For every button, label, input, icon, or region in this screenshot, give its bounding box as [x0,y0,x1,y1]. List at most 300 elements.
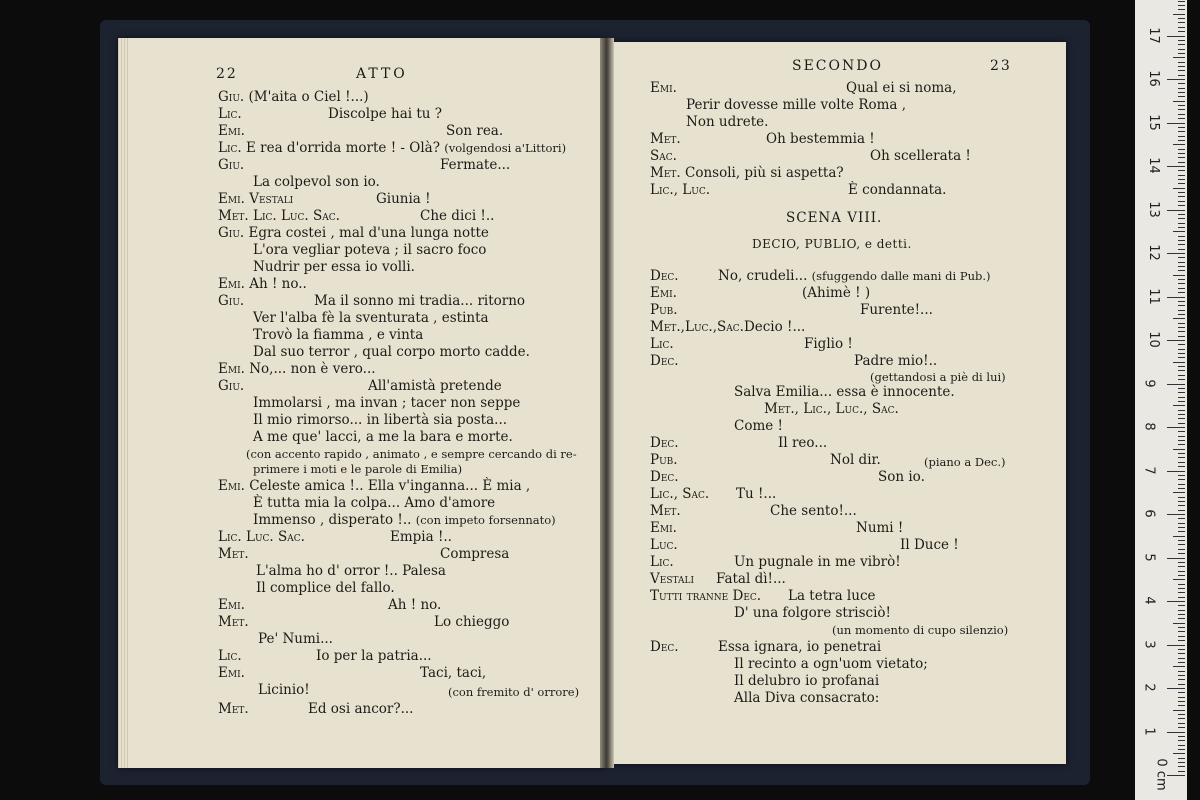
ruler-tick [1178,484,1185,485]
ruler-tick [1178,766,1185,767]
running-head: SECONDO [792,58,883,74]
ruler-tick [1178,136,1185,137]
ruler-tick [1178,53,1185,54]
ruler-tick [1178,653,1185,654]
ruler-tick [1178,705,1185,706]
text-line: Furente!... [860,302,933,318]
stage-direction: (piano a Dec.) [924,455,1006,469]
text-line: Fatal dì!... [716,571,786,587]
ruler-tick [1178,88,1185,89]
ruler-tick [1178,66,1185,67]
text-line: Giu. [218,378,245,394]
ruler-tick [1178,566,1185,567]
ruler-tick [1178,431,1185,432]
text-line: Met.,Luc.,Sac.Decio !... [650,319,806,335]
text-line: Lic. E rea d'orrida morte ! - Olà? (volgendosi a'Littori) [218,140,567,156]
ruler-tick [1178,418,1185,419]
text-line: Met. [218,546,249,562]
ruler-tick [1178,414,1185,415]
ruler-tick [1178,462,1185,463]
ruler-tick [1173,231,1185,232]
text-line: Il complice del fallo. [256,580,395,596]
ruler-tick [1178,292,1185,293]
text-line: È tutta mia la colpa... Amo d'amore [253,495,496,511]
ruler-tick [1178,262,1185,263]
text-line: Emi. No,... non è vero... [218,361,376,377]
text-line: Perir dovesse mille volte Roma , [686,97,907,113]
ruler-tick [1178,771,1185,772]
text-line: Padre mio!.. [854,353,938,369]
ruler-tick [1178,736,1185,737]
text-line: Emi. [650,285,677,301]
text-line: Come ! [734,418,783,434]
ruler-tick [1178,201,1185,202]
text-line: Il recinto a ogn'uom vietato; [734,656,928,672]
text-line: Emi. [650,80,677,96]
ruler-tick [1178,592,1185,593]
ruler-tick [1178,314,1185,315]
ruler-tick [1167,601,1185,602]
text-line: Tu !... [736,486,777,502]
ruler-tick [1178,588,1185,589]
ruler-tick [1178,205,1185,206]
ruler-tick [1167,471,1185,472]
ruler-label: 11 [1145,287,1161,305]
text-line: Giu. (M'aita o Ciel !...) [218,89,369,105]
ruler-tick [1178,170,1185,171]
ruler-tick [1178,401,1185,402]
text-line: Dal suo terror , qual corpo morto cadde. [253,344,530,360]
text-line: Figlio ! [804,336,853,352]
ruler-tick [1178,140,1185,141]
ruler-tick [1178,727,1185,728]
ruler-label: 0 cm [1153,758,1169,791]
ruler-tick [1178,118,1185,119]
ruler-tick [1178,410,1185,411]
page-edges [118,38,130,768]
ruler-tick [1178,584,1185,585]
ruler-tick [1178,44,1185,45]
text-line: Ah ! no. [388,597,442,613]
ruler-tick [1178,562,1185,563]
ruler-label: 1 [1141,726,1157,736]
ruler-tick [1178,618,1185,619]
text-line: Emi. [650,520,677,536]
ruler-tick [1178,745,1185,746]
ruler-tick [1178,196,1185,197]
text-line: Giu. [218,157,245,173]
ruler-tick [1178,183,1185,184]
ruler-tick [1167,645,1185,646]
text-line: Met. Lic. Luc. Sac. [218,208,340,224]
ruler-tick [1178,1,1185,2]
ruler-tick [1178,227,1185,228]
text-line: Tutti tranne Dec. [650,588,762,604]
ruler-tick [1178,749,1185,750]
text-line: Oh bestemmia ! [766,131,875,147]
text-line: Giunia ! [376,191,431,207]
ruler-label: 6 [1141,509,1157,518]
ruler-tick [1178,544,1185,545]
ruler-tick [1173,579,1185,580]
ruler-tick [1178,640,1185,641]
text-line: Un pugnale in me vibrò! [734,554,901,570]
ruler-tick [1178,349,1185,350]
ruler-tick [1178,283,1185,284]
ruler-tick [1167,732,1185,733]
text-line: Empia !.. [390,529,452,545]
ruler-tick [1178,9,1185,10]
ruler-tick [1178,436,1185,437]
text-line: Lic. [218,106,242,122]
text-line: Che dici !.. [420,208,495,224]
ruler-tick [1178,353,1185,354]
ruler-tick [1178,366,1185,367]
ruler-tick [1178,523,1185,524]
ruler-tick [1173,275,1185,276]
ruler-tick [1167,775,1185,776]
ruler-tick [1167,340,1185,341]
text-line: Nudrir per essa io volli. [253,259,415,275]
text-line: Lo chieggo [434,614,510,630]
ruler-tick [1178,18,1185,19]
ruler-tick [1178,479,1185,480]
ruler-tick [1178,305,1185,306]
text-line: Io per la patria... [316,648,432,664]
ruler-tick [1178,131,1185,132]
ruler-tick [1167,688,1185,689]
text-line: Ma il sonno mi tradia... ritorno [314,293,526,309]
ruler-tick [1178,718,1185,719]
text-line: Sac. [650,148,677,164]
text-line: Il mio rimorso... in libertà sia posta... [253,412,508,428]
text-line: Licinio! [258,682,310,698]
ruler-tick [1178,31,1185,32]
ruler-tick [1178,701,1185,702]
ruler-tick [1178,649,1185,650]
ruler-tick [1178,540,1185,541]
text-line: No, crudeli... (sfuggendo dalle mani di Pub.) [718,268,991,284]
ruler-tick [1178,440,1185,441]
ruler-tick [1178,127,1185,128]
ruler-label: 15 [1145,113,1161,131]
ruler-tick [1178,501,1185,502]
ruler-label: 7 [1141,465,1157,475]
text-line: Nol dir. [830,452,881,468]
ruler-tick [1178,497,1185,498]
ruler-label: 10 [1145,331,1161,348]
ruler-tick [1178,679,1185,680]
text-line: Met. [650,131,681,147]
ruler-tick [1167,210,1185,211]
text-line: Son io. [878,469,925,485]
ruler-tick [1173,101,1185,102]
text-line: Emi. Celeste amica !.. Ella v'inganna... È mia , [218,478,531,494]
ruler-tick [1178,614,1185,615]
ruler-tick [1178,692,1185,693]
text-line: Met. [218,614,249,630]
ruler-tick [1178,40,1185,41]
page-number: 23 [990,58,1012,74]
text-line: Pub. [650,452,678,468]
ruler-tick [1173,14,1185,15]
text-line: Emi. Ah ! no.. [218,276,307,292]
ruler-tick [1178,214,1185,215]
ruler-tick [1178,531,1185,532]
text-line: È condannata. [848,182,947,198]
ruler-tick [1178,631,1185,632]
ruler-tick [1178,527,1185,528]
text-line: (Ahimè ! ) [802,285,871,301]
text-line: Dec. [650,268,679,284]
ruler-tick [1178,605,1185,606]
ruler-tick [1167,123,1185,124]
ruler-label: 5 [1141,552,1157,562]
ruler-tick [1178,344,1185,345]
text-line: Lic., Luc. [650,182,711,198]
ruler-tick [1178,518,1185,519]
text-line: Giu. Egra costei , mal d'una lunga notte [218,225,489,241]
text-line: Lic., Sac. [650,486,710,502]
ruler-label: 12 [1145,244,1161,261]
ruler-tick [1167,79,1185,80]
ruler-tick [1178,244,1185,245]
ruler-label: 9 [1141,378,1157,388]
ruler-tick [1178,505,1185,506]
ruler-tick [1178,92,1185,93]
text-line: D' una folgore strisciò! [734,605,891,621]
ruler-tick [1167,36,1185,37]
text-line: All'amistà pretende [368,378,502,394]
ruler-tick [1167,558,1185,559]
ruler-tick [1167,297,1185,298]
ruler-tick [1178,109,1185,110]
ruler-tick [1178,671,1185,672]
ruler-tick [1167,514,1185,515]
text-line: Immenso , disperato !.. (con impeto forsennato) [253,512,556,528]
text-line: Oh scellerata ! [870,148,971,164]
ruler-tick [1178,323,1185,324]
text-line: Met. Consoli, più si aspetta? [650,165,844,181]
ruler-tick [1173,188,1185,189]
ruler-tick [1178,218,1185,219]
ruler-tick [1167,253,1185,254]
ruler-tick [1178,236,1185,237]
stage-direction: primere i moti e le parole di Emilia) [253,462,463,476]
text-line: Il reo... [778,435,828,451]
running-head: ATTO [356,66,408,82]
ruler-tick [1167,166,1185,167]
text-line: Fermate... [440,157,511,173]
ruler-tick [1178,162,1185,163]
ruler-tick [1178,610,1185,611]
ruler-tick [1178,96,1185,97]
ruler-tick [1178,762,1185,763]
ruler-tick [1178,723,1185,724]
ruler-label: 14 [1145,157,1161,174]
ruler-tick [1178,397,1185,398]
ruler-tick [1173,492,1185,493]
ruler-tick [1178,453,1185,454]
ruler-tick [1178,740,1185,741]
text-line: Ed osi ancor?... [308,701,414,717]
ruler-tick [1178,75,1185,76]
scene-title: SCENA VIII. [786,210,883,226]
text-line: Dec. [650,469,679,485]
ruler-tick [1178,357,1185,358]
text-line: Qual ei si noma, [846,80,957,96]
ruler-tick [1178,301,1185,302]
text-line: Il delubro io profanai [734,673,880,689]
text-line: La colpevol son io. [253,174,380,190]
stage-direction: (un momento di cupo silenzio) [832,623,1009,637]
ruler-label: 3 [1141,639,1157,649]
book-gutter [600,38,614,768]
ruler-tick [1173,536,1185,537]
text-line: Met., Lic., Luc., Sac. [764,401,899,417]
ruler-tick [1178,149,1185,150]
ruler-tick [1178,388,1185,389]
ruler-tick [1178,575,1185,576]
ruler-tick [1178,266,1185,267]
ruler-tick [1178,62,1185,63]
stage-direction: (gettandosi a piè di lui) [870,370,1006,384]
text-line: Giu. [218,293,245,309]
text-line: Pub. [650,302,678,318]
ruler-tick [1178,370,1185,371]
ruler-tick [1173,710,1185,711]
text-line: Met. [650,503,681,519]
text-line: Ver l'alba fè la sventurata , estinta [253,310,489,326]
ruler-tick [1178,571,1185,572]
ruler-tick [1178,114,1185,115]
text-line: Lic. [218,648,242,664]
ruler-tick [1178,270,1185,271]
ruler-tick [1178,662,1185,663]
ruler-tick [1173,57,1185,58]
ruler-tick [1178,257,1185,258]
text-line: Emi. Vestali [218,191,294,207]
ruler-tick [1167,427,1185,428]
text-line: Lic. Luc. Sac. [218,529,305,545]
text-line: Dec. [650,353,679,369]
text-line: Son rea. [446,123,504,139]
ruler-tick [1178,288,1185,289]
ruler-tick [1173,405,1185,406]
text-line: Taci, taci, [420,665,487,681]
text-line: Non udrete. [686,114,769,130]
ruler-tick [1178,714,1185,715]
text-line: L'ora vegliar poteva ; il sacro foco [253,242,487,258]
stage-direction: (con accento rapido , animato , e sempre cercando di re- [246,447,577,461]
ruler-tick [1178,175,1185,176]
ruler-tick [1178,549,1185,550]
ruler-label: 13 [1145,200,1161,218]
ruler-tick [1178,223,1185,224]
text-line: Lic. [650,336,674,352]
text-line: Lic. [650,554,674,570]
ruler-tick [1173,449,1185,450]
ruler-tick [1178,457,1185,458]
ruler-tick [1178,658,1185,659]
text-line: Dec. [650,435,679,451]
ruler-tick [1173,753,1185,754]
ruler-tick [1178,70,1185,71]
ruler-tick [1178,310,1185,311]
text-line: A me que' lacci, a me la bara e morte. [253,429,513,445]
ruler-tick [1178,157,1185,158]
ruler-label: 8 [1141,422,1157,431]
text-line: L'alma ho d' orror !.. Palesa [256,563,446,579]
ruler-tick [1178,466,1185,467]
scene-characters: DECIO, PUBLIO, e detti. [752,237,912,251]
text-line: Emi. [218,123,245,139]
ruler-tick [1178,510,1185,511]
page-number: 22 [216,66,238,82]
ruler-tick [1173,623,1185,624]
ruler-tick [1178,27,1185,28]
ruler-tick [1178,488,1185,489]
ruler-tick [1178,153,1185,154]
ruler-tick [1178,327,1185,328]
ruler-label: 4 [1141,596,1157,605]
text-line: Che sento!... [770,503,857,519]
text-line: Trovò la fiamma , e vinta [253,327,424,343]
stage-direction: (con fremito d' orrore) [448,685,580,699]
ruler-tick [1178,336,1185,337]
text-line: Essa ignara, io penetrai [718,639,882,655]
ruler-tick [1178,240,1185,241]
right-page [610,42,1066,764]
ruler-tick [1178,5,1185,6]
ruler-tick [1173,362,1185,363]
ruler-tick [1173,666,1185,667]
text-line: La tetra luce [788,588,876,604]
text-line: Pe' Numi... [258,631,333,647]
text-line: Dec. [650,639,679,655]
ruler-tick [1178,444,1185,445]
ruler-label: 16 [1145,70,1161,87]
ruler-tick [1178,192,1185,193]
text-line: Compresa [440,546,510,562]
ruler-label: 17 [1145,26,1161,44]
ruler-tick [1178,627,1185,628]
ruler-tick [1178,179,1185,180]
ruler-tick [1178,423,1185,424]
text-line: Met. [218,701,249,717]
text-line: Numi ! [856,520,904,536]
text-line: Salva Emilia... essa è innocente. [734,384,955,400]
measuring-ruler [1135,0,1187,800]
ruler-tick [1178,675,1185,676]
ruler-tick [1173,144,1185,145]
ruler-tick [1178,553,1185,554]
ruler-tick [1173,318,1185,319]
ruler-tick [1178,279,1185,280]
ruler-tick [1178,49,1185,50]
ruler-tick [1178,105,1185,106]
ruler-tick [1178,636,1185,637]
text-line: Emi. [218,665,245,681]
text-line: Il Duce ! [900,537,959,553]
ruler-tick [1178,249,1185,250]
text-line: Luc. [650,537,678,553]
ruler-tick [1178,684,1185,685]
text-line: Discolpe hai tu ? [328,106,442,122]
ruler-tick [1178,379,1185,380]
ruler-tick [1178,697,1185,698]
text-line: Immolarsi , ma invan ; tacer non seppe [253,395,521,411]
